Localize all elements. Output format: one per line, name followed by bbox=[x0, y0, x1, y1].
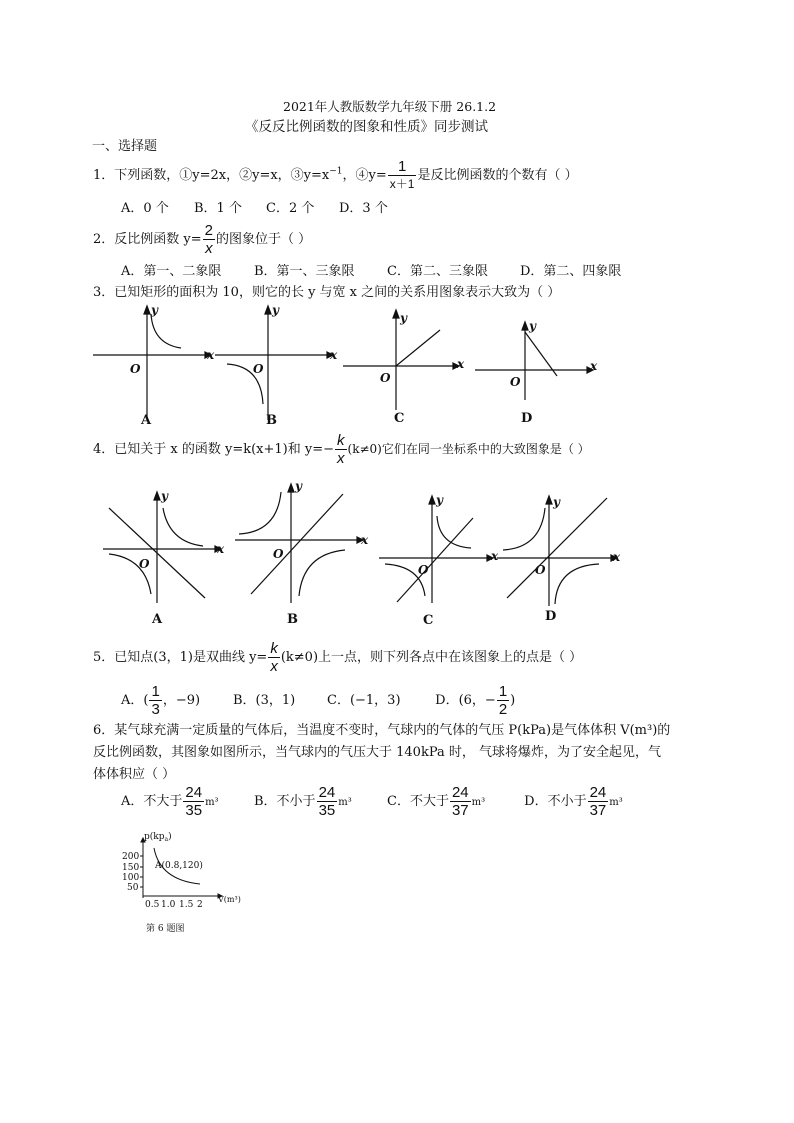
q6-opt-d-unit: m³ bbox=[609, 797, 623, 808]
q3-graph-d[interactable] bbox=[475, 322, 593, 400]
q1-option-a[interactable]: A．0 个 bbox=[121, 201, 169, 216]
q4-frac-den: x bbox=[337, 450, 345, 467]
q6-line2: 反比例函数，其图象如图所示，当气球内的气压大于 140kPa 时， 气球将爆炸，为了安全起见，气 bbox=[93, 745, 662, 760]
q6-opt-a-den: 35 bbox=[185, 802, 203, 819]
q5-suffix: (k≠0)上一点，则下列各点中在该图象上的点是（ ） bbox=[280, 650, 583, 665]
q2-frac-num: 2 bbox=[204, 222, 213, 239]
q5-opt-d-fraction bbox=[497, 683, 509, 718]
q1-option-d[interactable]: D．3 个 bbox=[339, 201, 388, 216]
q4-prefix: 4．已知关于 x 的函数 y=k(x+1)和 y=− bbox=[93, 442, 335, 457]
q6-fig-xtick-10: 1.0 bbox=[161, 900, 176, 910]
q1-suffix: 是反比例函数的个数有（ ） bbox=[417, 168, 578, 183]
doc-title-line2: 《反反比例函数的图象和性质》同步测试 bbox=[245, 119, 488, 135]
q4-frac-num: k bbox=[337, 432, 345, 449]
q6-opt-b-fraction bbox=[317, 784, 338, 819]
q4-b-axis-x: x bbox=[361, 533, 369, 547]
question-3: 3．已知矩形的面积为 10，则它的长 y 与宽 x 之间的关系用图象表示大致为（ ） bbox=[93, 285, 561, 300]
q1-fraction bbox=[388, 158, 417, 193]
q4-graph-c[interactable] bbox=[379, 496, 493, 603]
q5-opt-d-num: 1 bbox=[498, 683, 508, 700]
q1-mid: ，④y= bbox=[342, 168, 387, 183]
q2-fraction bbox=[203, 222, 215, 257]
q3-d-axis-y: y bbox=[529, 319, 536, 333]
q1-exponent: −1 bbox=[329, 166, 343, 177]
q6-opt-b-den: 35 bbox=[318, 802, 336, 819]
question-2 bbox=[93, 222, 311, 257]
q6-opt-b-unit: m³ bbox=[338, 797, 352, 808]
q6-fig-ytick-200: 200 bbox=[122, 852, 140, 862]
q2-option-c[interactable]: C．第二、三象限 bbox=[387, 264, 488, 279]
q4-graph-b[interactable] bbox=[235, 484, 363, 603]
q5-option-b[interactable]: B．(3，1) bbox=[233, 693, 296, 708]
q4-d-axis-x: x bbox=[613, 550, 621, 564]
q5-option-a[interactable] bbox=[121, 683, 233, 718]
q6-opt-d-den: 37 bbox=[589, 802, 607, 819]
q6-fig-xtick-2: 2 bbox=[197, 900, 203, 910]
q3-graph-a[interactable] bbox=[93, 306, 211, 420]
q4-graphs bbox=[95, 478, 635, 630]
q1-option-c[interactable]: C．2 个 bbox=[266, 201, 315, 216]
q5-option-c[interactable]: C．(−1，3) bbox=[327, 693, 401, 708]
q3-label-b: B bbox=[266, 413, 277, 428]
q6-opt-c-unit: m³ bbox=[471, 797, 486, 808]
q5-opt-d-pre: D．(6，− bbox=[435, 693, 496, 708]
q2-option-a[interactable]: A．第一、二象限 bbox=[121, 264, 222, 279]
q3-c-axis-y: y bbox=[400, 311, 407, 325]
q6-opt-d-num: 24 bbox=[589, 784, 607, 801]
q3-d-origin: O bbox=[510, 375, 521, 389]
q1-options bbox=[121, 200, 388, 218]
q4-d-axis-y: y bbox=[553, 495, 560, 509]
q6-opt-d-fraction bbox=[588, 784, 609, 819]
q6-fig-xtick-15: 1.5 bbox=[179, 900, 194, 910]
q3-label-d: D bbox=[521, 411, 533, 426]
q5-frac-den: x bbox=[270, 658, 278, 675]
q3-graphs bbox=[85, 300, 615, 435]
q4-b-axis-y: y bbox=[295, 479, 302, 493]
q5-opt-a-num: 1 bbox=[151, 683, 160, 700]
q6-fig-xtick-05: 0.5 bbox=[145, 900, 160, 910]
q5-opt-d-post: ) bbox=[510, 693, 516, 708]
q3-a-axis-x: x bbox=[207, 348, 215, 362]
q6-option-d[interactable] bbox=[520, 784, 623, 819]
q3-label-c: C bbox=[394, 411, 405, 426]
q4-graph-a[interactable] bbox=[103, 492, 221, 603]
q5-options bbox=[121, 683, 515, 718]
q6-fig-ytick-100: 100 bbox=[122, 873, 140, 883]
q4-c-axis-y: y bbox=[436, 493, 443, 507]
q5-option-d[interactable] bbox=[431, 683, 516, 718]
q3-c-origin: O bbox=[380, 371, 391, 385]
q6-fig-xlabel: V(m³) bbox=[218, 895, 241, 904]
q2-options bbox=[121, 263, 621, 281]
q5-opt-a-pre: A．( bbox=[121, 693, 149, 708]
q6-opt-a-unit: m³ bbox=[205, 797, 219, 808]
q6-opt-b-num: 24 bbox=[318, 784, 336, 801]
q5-frac-num: k bbox=[270, 640, 278, 657]
q2-suffix: 的图象位于（ ） bbox=[215, 232, 312, 247]
q2-frac-den: x bbox=[205, 240, 213, 257]
section-heading: 一、选择题 bbox=[92, 139, 158, 154]
q6-opt-a-pre: A．不大于 bbox=[121, 794, 183, 809]
q3-a-origin: O bbox=[130, 362, 141, 376]
q6-opt-d-pre: D．不小于 bbox=[524, 794, 587, 809]
q4-c-origin: O bbox=[418, 563, 429, 577]
q4-fraction bbox=[335, 432, 347, 467]
q2-prefix: 2．反比例函数 y= bbox=[93, 232, 202, 247]
q5-opt-a-fraction bbox=[149, 683, 161, 718]
q5-fraction bbox=[268, 640, 280, 675]
q4-label-c: C bbox=[423, 613, 434, 628]
q6-opt-c-fraction bbox=[450, 784, 471, 819]
question-1 bbox=[93, 158, 578, 193]
q4-suffix: (k≠0)它们在同一坐标系中的大致图象是（ ） bbox=[347, 442, 590, 456]
q3-b-axis-y: y bbox=[272, 303, 279, 317]
q6-options bbox=[121, 784, 623, 819]
q4-a-origin: O bbox=[139, 557, 150, 571]
q4-graph-d[interactable] bbox=[497, 496, 617, 606]
q4-c-axis-x: x bbox=[491, 549, 499, 563]
q3-b-axis-x: x bbox=[330, 348, 338, 362]
q6-option-b[interactable] bbox=[254, 784, 387, 819]
q2-option-b[interactable]: B．第一、三象限 bbox=[254, 264, 355, 279]
q3-d-axis-x: x bbox=[590, 359, 598, 373]
q6-option-a[interactable] bbox=[121, 784, 254, 819]
q6-fig-caption: 第 6 题图 bbox=[146, 924, 185, 934]
q6-fig-ytick-150: 150 bbox=[122, 863, 140, 873]
q6-line1: 6．某气球充满一定质量的气体后，当温度不变时，气球内的气体的气压 P(kPa)是气体体积 V(m³)的 bbox=[93, 723, 671, 738]
q4-b-origin: O bbox=[273, 547, 284, 561]
q1-prefix: 1．下列函数，①y=2x，②y=x，③y=x bbox=[93, 168, 330, 183]
q6-figure bbox=[118, 830, 258, 938]
q5-opt-d-den: 2 bbox=[498, 701, 508, 718]
q1-frac-num: 1 bbox=[388, 158, 417, 176]
q6-opt-b-pre: B．不小于 bbox=[254, 794, 316, 809]
q1-frac-den: x＋1 bbox=[389, 177, 415, 191]
q2-option-d[interactable]: D．第二、四象限 bbox=[520, 264, 622, 279]
q6-opt-c-num: 24 bbox=[451, 784, 469, 801]
doc-title-line1: 2021年人教版数学九年级下册 26.1.2 bbox=[283, 99, 497, 114]
q3-c-axis-x: x bbox=[457, 357, 465, 371]
q3-graph-b[interactable] bbox=[215, 306, 333, 420]
question-4 bbox=[93, 432, 590, 467]
q3-b-origin: O bbox=[253, 362, 264, 376]
q4-label-d: D bbox=[545, 609, 557, 624]
q4-a-axis-x: x bbox=[217, 542, 225, 556]
q3-label-a: A bbox=[141, 413, 152, 428]
q1-option-b[interactable]: B．1 个 bbox=[194, 201, 242, 216]
q6-line3: 体体积应（ ） bbox=[93, 767, 176, 782]
q6-option-c[interactable] bbox=[387, 784, 520, 819]
q6-fig-point-label: A(0.8,120) bbox=[155, 861, 203, 871]
q3-graph-c[interactable] bbox=[343, 310, 459, 410]
q6-opt-a-fraction bbox=[183, 784, 204, 819]
q5-opt-a-post: ，−9) bbox=[162, 693, 201, 708]
q5-prefix: 5．已知点(3，1)是双曲线 y= bbox=[93, 650, 268, 665]
q6-fig-ylabel: $p(kp_a)$ bbox=[144, 832, 172, 843]
q6-opt-a-num: 24 bbox=[185, 784, 203, 801]
q4-label-b: B bbox=[287, 612, 298, 627]
q5-opt-a-den: 3 bbox=[151, 701, 160, 718]
q3-a-axis-y: y bbox=[151, 303, 158, 317]
question-5 bbox=[93, 640, 582, 675]
q6-fig-ytick-50: 50 bbox=[127, 883, 139, 893]
q4-label-a: A bbox=[152, 612, 163, 627]
q4-d-origin: O bbox=[535, 563, 546, 577]
q4-a-axis-y: y bbox=[161, 489, 168, 503]
q6-opt-c-pre: C．不大于 bbox=[387, 794, 449, 809]
q6-opt-c-den: 37 bbox=[451, 802, 469, 819]
